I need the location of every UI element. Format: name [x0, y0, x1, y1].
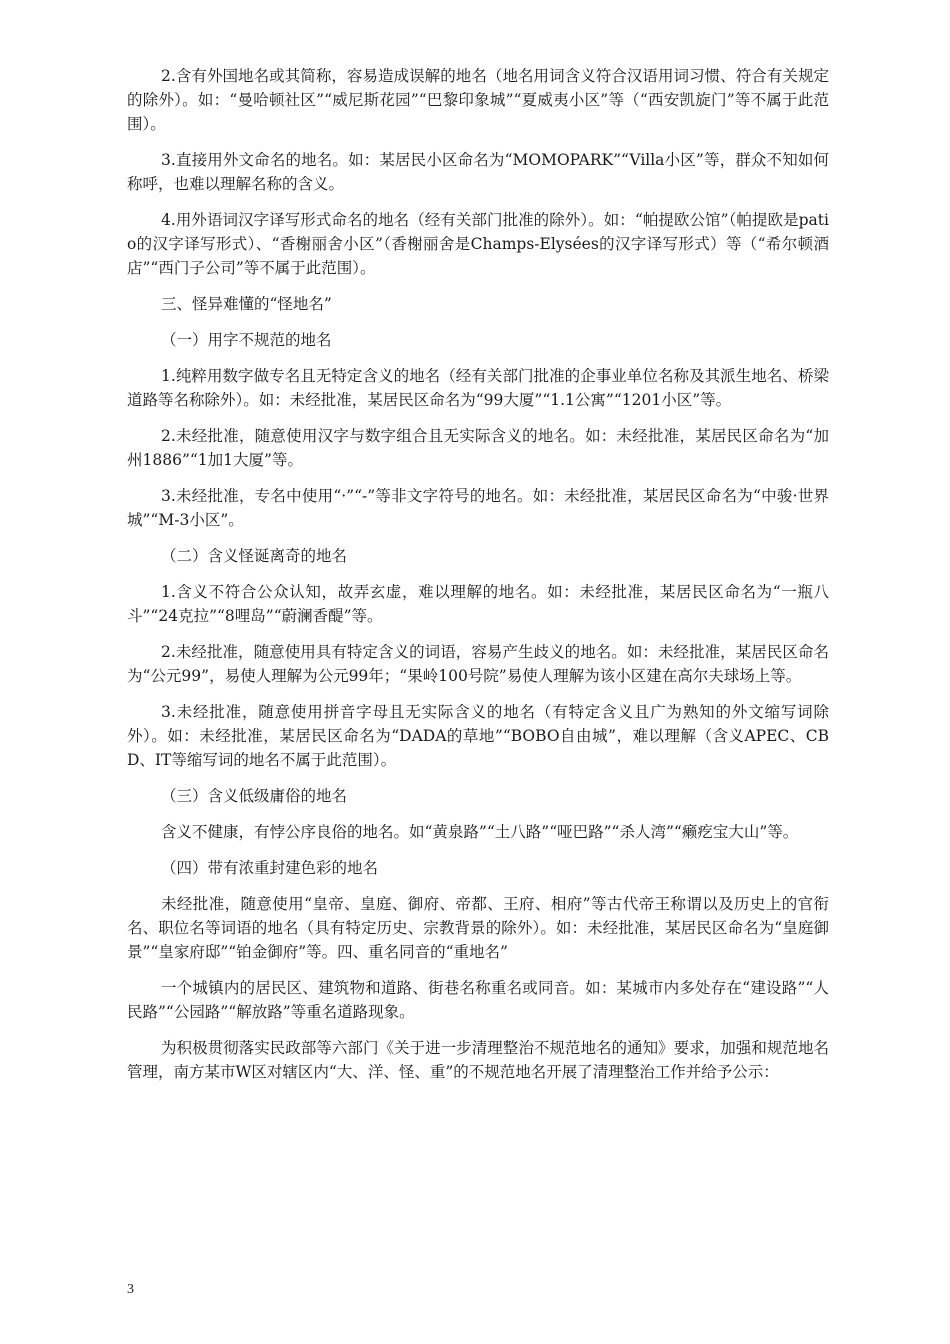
paragraph: 3.直接用外文命名的地名。如：某居民小区命名为“MOMOPARK”“Villa小区”等，群众不知如何称呼，也难以理解名称的含义。 — [127, 151, 829, 193]
paragraph: 2.未经批准，随意使用汉字与数字组合且无实际含义的地名。如：未经批准，某居民区命名为“加州1886”“1加1大厦”等。 — [127, 427, 829, 469]
paragraph: 3.未经批准，随意使用拼音字母且无实际含义的地名（有特定含义且广为熟知的外文缩写词除外）。如：未经批准，某居民区命名为“DADA的草地”“BOBO自由城”，难以理解（含义APEC、CBD、IT等缩写词的地名不属于此范围）。 — [127, 703, 829, 769]
paragraph: 3.未经批准，专名中使用“·”“-”等非文字符号的地名。如：未经批准，某居民区命名为“中骏·世界城”“M-3小区”。 — [127, 487, 829, 529]
subsection-heading: （四）带有浓重封建色彩的地名 — [161, 859, 379, 877]
paragraph: 含义不健康，有悖公序良俗的地名。如“黄泉路”“土八路”“哑巴路”“杀人湾”“癞疙宝大山”等。 — [161, 823, 799, 841]
paragraph: 2.未经批准，随意使用具有特定含义的词语，容易产生歧义的地名。如：未经批准，某居民区命名为“公元99”，易使人理解为公元99年；“果岭100号院”易使人理解为该小区建在高尔夫球场上等。 — [127, 643, 829, 685]
subsection-heading: （二）含义怪诞离奇的地名 — [161, 547, 348, 565]
paragraph: 2.含有外国地名或其简称，容易造成误解的地名（地名用词含义符合汉语用词习惯、符合有关规定的除外）。如：“曼哈顿社区”“威尼斯花园”“巴黎印象城”“夏威夷小区”等（“西安凯旋门”等不属于此范围）。 — [127, 67, 829, 133]
paragraph: 为积极贯彻落实民政部等六部门《关于进一步清理整治不规范地名的通知》要求，加强和规范地名管理，南方某市W区对辖区内“大、洋、怪、重”的不规范地名开展了清理整治工作并给予公示： — [127, 1039, 829, 1081]
paragraph: 1.含义不符合公众认知，故弄玄虚，难以理解的地名。如：未经批准，某居民区命名为“一瓶八斗”“24克拉”“8哩岛”“蔚澜香醍”等。 — [127, 583, 829, 625]
page-number: 3 — [127, 1282, 134, 1297]
paragraph: 4.用外语词汉字译写形式命名的地名（经有关部门批准的除外）。如：“帕提欧公馆”（帕提欧是patio的汉字译写形式）、“香榭丽舍小区”（香榭丽舍是Champs-Elysées的汉字译写形式）等（“希尔顿酒店”“西门子公司”等不属于此范围）。 — [127, 211, 829, 277]
paragraph: 未经批准，随意使用“皇帝、皇庭、御府、帝都、王府、相府”等古代帝王称谓以及历史上的官衔名、职位名等词语的地名（具有特定历史、宗教背景的除外）。如：未经批准，某居民区命名为“皇庭御景”“皇家府邸”“铂金御府”等。四、重名同音的“重地名” — [127, 895, 829, 961]
document-body — [127, 64, 829, 1096]
paragraph: 一个城镇内的居民区、建筑物和道路、街巷名称重名或同音。如：某城市内多处存在“建设路”“人民路”“公园路”“解放路”等重名道路现象。 — [127, 979, 829, 1021]
section-heading: 三、怪异难懂的“怪地名” — [161, 295, 332, 313]
paragraph: 1.纯粹用数字做专名且无特定含义的地名（经有关部门批准的企事业单位名称及其派生地名、桥梁道路等名称除外）。如：未经批准，某居民区命名为“99大厦”“1.1公寓”“1201小区”等。 — [127, 367, 829, 409]
subsection-heading: （一）用字不规范的地名 — [161, 331, 332, 349]
subsection-heading: （三）含义低级庸俗的地名 — [161, 787, 348, 805]
